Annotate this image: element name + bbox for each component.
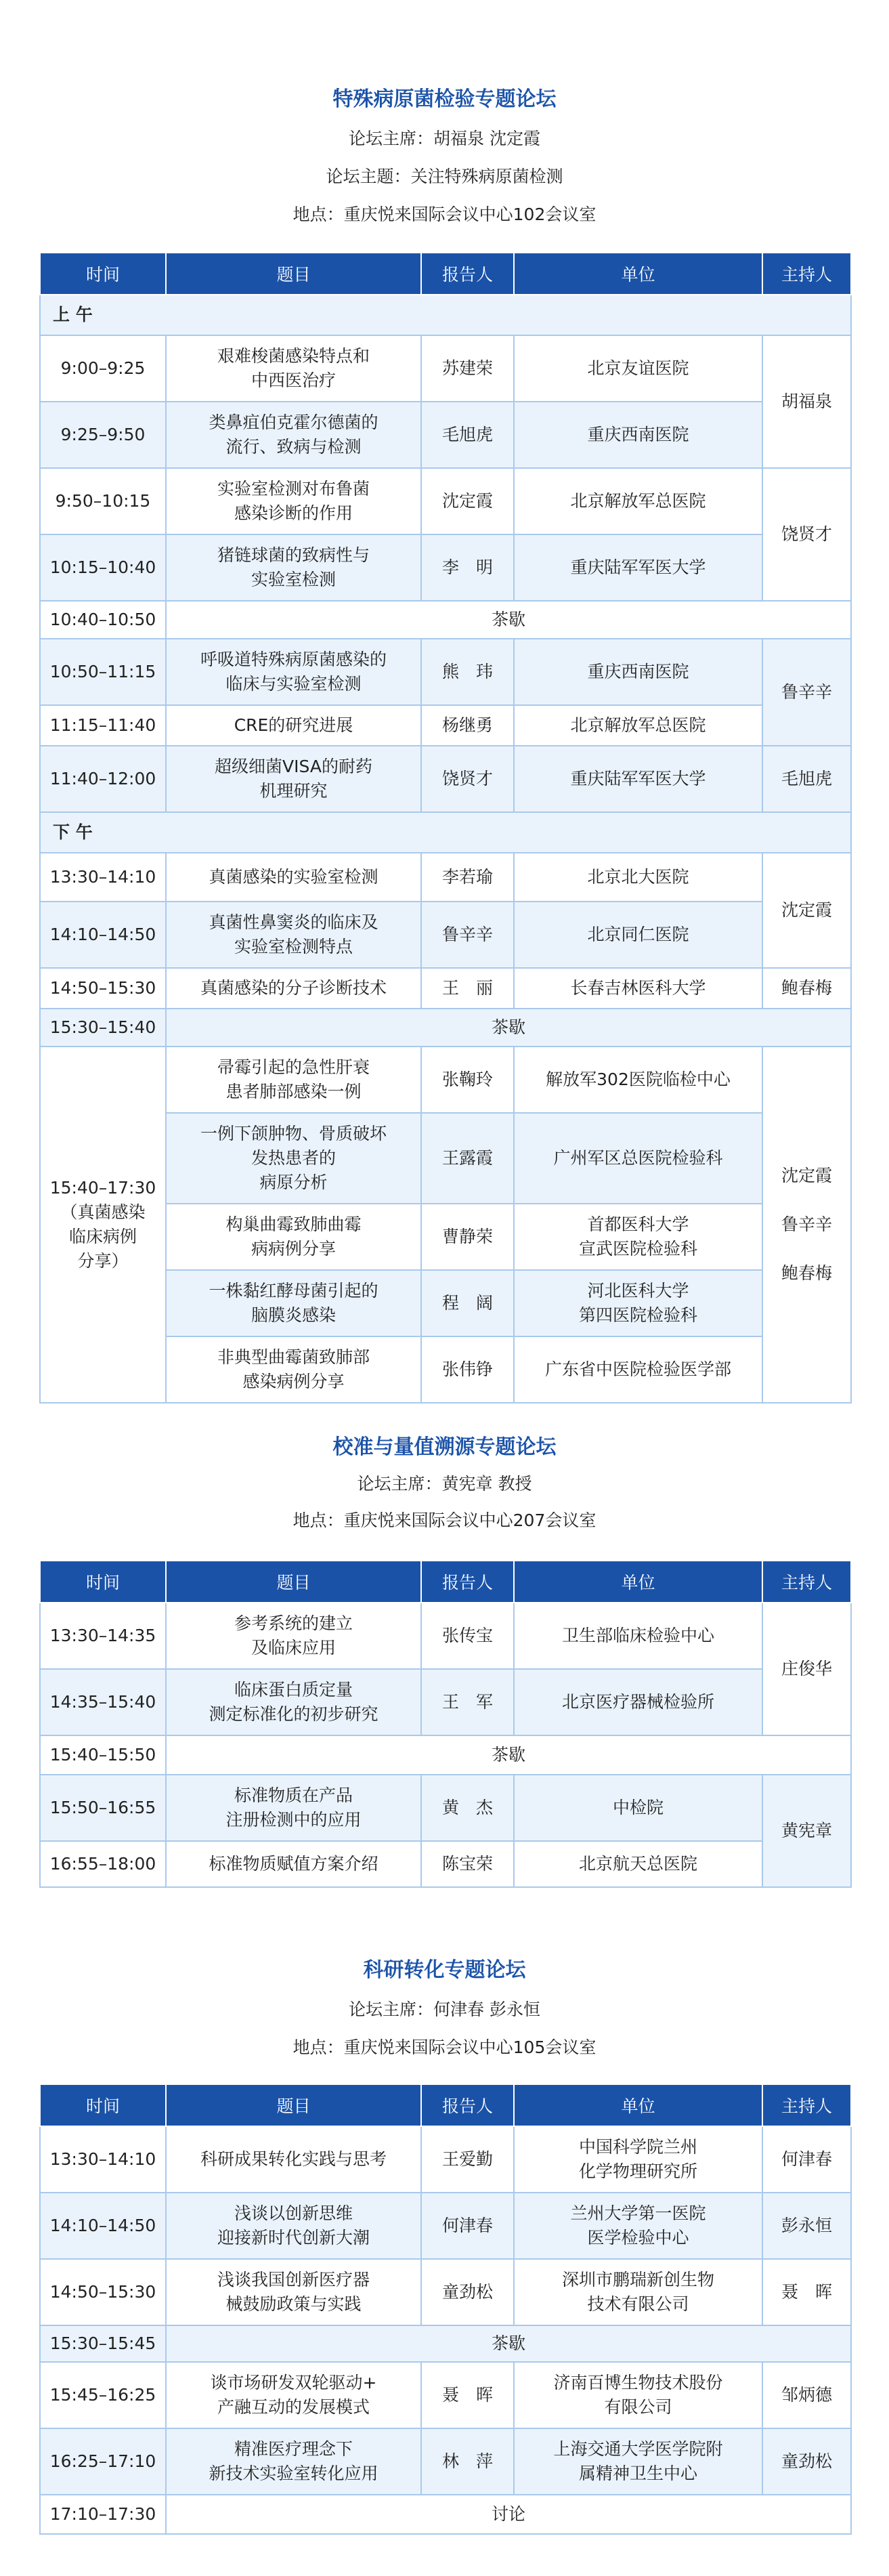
break-row	[40, 2325, 851, 2362]
cell-unit: 广东省中医院检验医学部	[514, 1336, 762, 1403]
cell-host: 饶贤才	[762, 468, 851, 601]
cell-speaker: 张传宝	[421, 1603, 514, 1669]
cell-unit: 北京友谊医院	[514, 335, 762, 402]
cell-unit: 北京航天总医院	[514, 1841, 762, 1887]
break-label: 茶歇	[166, 1009, 851, 1047]
table-row	[40, 639, 851, 705]
cell-topic: 帚霉引起的急性肝衰 患者肺部感染一例	[166, 1047, 421, 1113]
cell-unit: 北京解放军总医院	[514, 468, 762, 534]
forum3-chair: 论坛主席：何津春 彭永恒	[349, 2000, 540, 2019]
table-row	[40, 468, 851, 534]
cell-host: 毛旭虎	[762, 746, 851, 812]
forum1-title: 特殊病原菌检验专题论坛	[332, 87, 557, 111]
cell-topic: 谈市场研发双轮驱动+ 产融互动的发展模式	[166, 2362, 421, 2428]
session-label: 上 午	[40, 295, 851, 335]
cell-unit: 北京北大医院	[514, 853, 762, 902]
cell-speaker: 王露霞	[421, 1113, 514, 1204]
cell-topic: 标准物质在产品 注册检测中的应用	[166, 1775, 421, 1841]
cell-speaker: 李若瑜	[421, 853, 514, 902]
cell-speaker: 鲁辛辛	[421, 902, 514, 968]
header-unit: 单位	[514, 1561, 762, 1603]
cell-unit: 兰州大学第一医院 医学检验中心	[514, 2193, 762, 2259]
cell-unit: 首都医科大学 宣武医院检验科	[514, 1204, 762, 1270]
header-topic: 题目	[166, 253, 421, 295]
cell-unit: 深圳市鹏瑞新创生物 技术有限公司	[514, 2259, 762, 2325]
cell-speaker: 程 阔	[421, 1270, 514, 1336]
session-label: 下 午	[40, 812, 851, 853]
header-speaker: 报告人	[421, 253, 514, 295]
session-morning	[40, 295, 851, 335]
cell-time: 13:30–14:35	[40, 1603, 166, 1669]
forum2-title: 校准与量值溯源专题论坛	[332, 1435, 557, 1459]
table-row	[40, 705, 851, 746]
cell-unit: 解放军302医院临检中心	[514, 1047, 762, 1113]
cell-speaker: 王 军	[421, 1669, 514, 1735]
cell-topic: 一例下颌肿物、骨质破坏 发热患者的 病原分析	[166, 1113, 421, 1204]
cell-time: 14:10–14:50	[40, 902, 166, 968]
cell-host: 何津春	[762, 2126, 851, 2193]
cell-speaker: 饶贤才	[421, 746, 514, 812]
cell-time: 9:25–9:50	[40, 402, 166, 468]
cell-topic: 浅谈我国创新医疗器 械鼓励政策与实践	[166, 2259, 421, 2325]
cell-speaker: 杨继勇	[421, 705, 514, 746]
cell-time: 9:50–10:15	[40, 468, 166, 534]
cell-topic: 艰难梭菌感染特点和 中西医治疗	[166, 335, 421, 402]
cell-time: 16:55–18:00	[40, 1841, 166, 1887]
forum3-table	[39, 2084, 852, 2535]
table-row	[40, 1841, 851, 1887]
cell-topic: 真菌感染的分子诊断技术	[166, 968, 421, 1009]
cell-time: 14:35–15:40	[40, 1669, 166, 1735]
table-row	[40, 534, 851, 601]
cell-time: 15:45–16:25	[40, 2362, 166, 2428]
cell-speaker: 童劲松	[421, 2259, 514, 2325]
cell-unit: 重庆西南医院	[514, 639, 762, 705]
cell-host: 沈定霞 鲁辛辛 鲍春梅	[762, 1047, 851, 1403]
forum2-header	[0, 1433, 889, 1536]
cell-host: 鲁辛辛	[762, 639, 851, 746]
forum3-header	[0, 1956, 889, 2063]
header-host: 主持人	[762, 1561, 851, 1603]
break-label: 茶歇	[166, 601, 851, 639]
cell-topic: 超级细菌VISA的耐药 机理研究	[166, 746, 421, 812]
header-speaker: 报告人	[421, 1561, 514, 1603]
table-row	[40, 968, 851, 1009]
cell-unit: 长春吉林医科大学	[514, 968, 762, 1009]
table-row	[40, 2193, 851, 2259]
cell-unit: 河北医科大学 第四医院检验科	[514, 1270, 762, 1336]
table-row	[40, 1603, 851, 1669]
table-row	[40, 1669, 851, 1735]
cell-host: 聂 晖	[762, 2259, 851, 2325]
forum3-venue: 地点：重庆悦来国际会议中心105会议室	[292, 2037, 597, 2057]
cell-time: 11:15–11:40	[40, 705, 166, 746]
cell-topic: 临床蛋白质定量 测定标准化的初步研究	[166, 1669, 421, 1735]
header-host: 主持人	[762, 253, 851, 295]
cell-unit: 上海交通大学医学院附 属精神卫生中心	[514, 2428, 762, 2495]
cell-speaker: 毛旭虎	[421, 402, 514, 468]
cell-time: 14:10–14:50	[40, 2193, 166, 2259]
table-row	[40, 2126, 851, 2193]
cell-time: 13:30–14:10	[40, 853, 166, 902]
table-row	[40, 746, 851, 812]
cell-time: 17:10–17:30	[40, 2495, 166, 2534]
cell-speaker: 何津春	[421, 2193, 514, 2259]
cell-speaker: 王爱勤	[421, 2126, 514, 2193]
table-row	[40, 335, 851, 402]
cell-time: 15:40–15:50	[40, 1735, 166, 1775]
break-row	[40, 1009, 851, 1047]
forum1-theme: 论坛主题：关注特殊病原菌检测	[326, 167, 563, 186]
cell-topic: 浅谈以创新思维 迎接新时代创新大潮	[166, 2193, 421, 2259]
cell-unit: 济南百博生物技术股份 有限公司	[514, 2362, 762, 2428]
break-label: 茶歇	[166, 1735, 851, 1775]
table-header-row	[40, 1561, 851, 1603]
cell-unit: 中检院	[514, 1775, 762, 1841]
break-row	[40, 601, 851, 639]
cell-topic: 参考系统的建立 及临床应用	[166, 1603, 421, 1669]
session-afternoon	[40, 812, 851, 853]
break-row	[40, 1735, 851, 1775]
header-time: 时间	[40, 253, 166, 295]
cell-time: 11:40–12:00	[40, 746, 166, 812]
cell-speaker: 曹静荣	[421, 1204, 514, 1270]
forum1-header	[0, 85, 889, 230]
cell-topic: 呼吸道特殊病原菌感染的 临床与实验室检测	[166, 639, 421, 705]
cell-unit: 重庆西南医院	[514, 402, 762, 468]
cell-speaker: 王 丽	[421, 968, 514, 1009]
cell-host: 邹炳德	[762, 2362, 851, 2428]
cell-host: 胡福泉	[762, 335, 851, 468]
header-speaker: 报告人	[421, 2084, 514, 2126]
cell-time: 13:30–14:10	[40, 2126, 166, 2193]
cell-time: 15:30–15:40	[40, 1009, 166, 1047]
cell-topic: 猪链球菌的致病性与 实验室检测	[166, 534, 421, 601]
cell-speaker: 聂 晖	[421, 2362, 514, 2428]
cell-unit: 北京同仁医院	[514, 902, 762, 968]
cell-host: 彭永恒	[762, 2193, 851, 2259]
header-time: 时间	[40, 2084, 166, 2126]
cell-topic: 精准医疗理念下 新技术实验室转化应用	[166, 2428, 421, 2495]
table-header-row	[40, 2084, 851, 2126]
cell-host: 鲍春梅	[762, 968, 851, 1009]
header-host: 主持人	[762, 2084, 851, 2126]
cell-speaker: 黄 杰	[421, 1775, 514, 1841]
cell-speaker: 苏建荣	[421, 335, 514, 402]
cell-speaker: 张鞠玲	[421, 1047, 514, 1113]
forum1-chair: 论坛主席：胡福泉 沈定霞	[349, 129, 540, 148]
cell-topic: 真菌感染的实验室检测	[166, 853, 421, 902]
forum2-chair: 论坛主席：黄宪章 教授	[357, 1474, 532, 1494]
cell-unit: 中国科学院兰州 化学物理研究所	[514, 2126, 762, 2193]
table-row	[40, 1775, 851, 1841]
cell-time-case-sharing: 15:40–17:30 （真菌感染 临床病例 分享）	[40, 1047, 166, 1403]
cell-topic: 标准物质赋值方案介绍	[166, 1841, 421, 1887]
cell-speaker: 陈宝荣	[421, 1841, 514, 1887]
table-header-row	[40, 253, 851, 295]
cell-unit: 北京解放军总医院	[514, 705, 762, 746]
table-row	[40, 902, 851, 968]
cell-time: 10:15–10:40	[40, 534, 166, 601]
cell-topic: 科研成果转化实践与思考	[166, 2126, 421, 2193]
table-row	[40, 2259, 851, 2325]
forum1-venue: 地点：重庆悦来国际会议中心102会议室	[292, 205, 597, 224]
cell-host: 黄宪章	[762, 1775, 851, 1887]
break-row	[40, 2495, 851, 2534]
cell-time: 14:50–15:30	[40, 968, 166, 1009]
header-unit: 单位	[514, 2084, 762, 2126]
cell-unit: 广州军区总医院检验科	[514, 1113, 762, 1204]
cell-speaker: 沈定霞	[421, 468, 514, 534]
forum1-table	[39, 252, 852, 1403]
forum2-venue: 地点：重庆悦来国际会议中心207会议室	[292, 1511, 597, 1530]
cell-speaker: 李 明	[421, 534, 514, 601]
break-label: 讨论	[166, 2495, 851, 2534]
cell-host: 沈定霞	[762, 853, 851, 968]
cell-topic: 非典型曲霉菌致肺部 感染病例分享	[166, 1336, 421, 1403]
cell-unit: 重庆陆军军医大学	[514, 746, 762, 812]
cell-topic: 实验室检测对布鲁菌 感染诊断的作用	[166, 468, 421, 534]
cell-topic: 一株黏红酵母菌引起的 脑膜炎感染	[166, 1270, 421, 1336]
cell-host: 庄俊华	[762, 1603, 851, 1735]
cell-topic: 构巢曲霉致肺曲霉 病病例分享	[166, 1204, 421, 1270]
cell-unit: 卫生部临床检验中心	[514, 1603, 762, 1669]
forum3-title: 科研转化专题论坛	[363, 1958, 526, 1982]
forum2-table	[39, 1560, 852, 1888]
table-row	[40, 402, 851, 468]
cell-topic: CRE的研究进展	[166, 705, 421, 746]
cell-time: 9:00–9:25	[40, 335, 166, 402]
header-topic: 题目	[166, 2084, 421, 2126]
break-label: 茶歇	[166, 2325, 851, 2362]
cell-time: 14:50–15:30	[40, 2259, 166, 2325]
cell-speaker: 林 萍	[421, 2428, 514, 2495]
cell-time: 16:25–17:10	[40, 2428, 166, 2495]
cell-time: 10:40–10:50	[40, 601, 166, 639]
header-unit: 单位	[514, 253, 762, 295]
header-topic: 题目	[166, 1561, 421, 1603]
cell-unit: 北京医疗器械检验所	[514, 1669, 762, 1735]
cell-time: 15:50–16:55	[40, 1775, 166, 1841]
cell-topic: 类鼻疽伯克霍尔德菌的 流行、致病与检测	[166, 402, 421, 468]
cell-topic: 真菌性鼻窦炎的临床及 实验室检测特点	[166, 902, 421, 968]
table-row	[40, 2362, 851, 2428]
table-row	[40, 2428, 851, 2495]
cell-unit: 重庆陆军军医大学	[514, 534, 762, 601]
header-time: 时间	[40, 1561, 166, 1603]
cell-speaker: 张伟铮	[421, 1336, 514, 1403]
cell-time: 15:30–15:45	[40, 2325, 166, 2362]
cell-host: 童劲松	[762, 2428, 851, 2495]
table-row	[40, 853, 851, 902]
cell-speaker: 熊 玮	[421, 639, 514, 705]
cell-time: 10:50–11:15	[40, 639, 166, 705]
table-row	[40, 1047, 851, 1113]
